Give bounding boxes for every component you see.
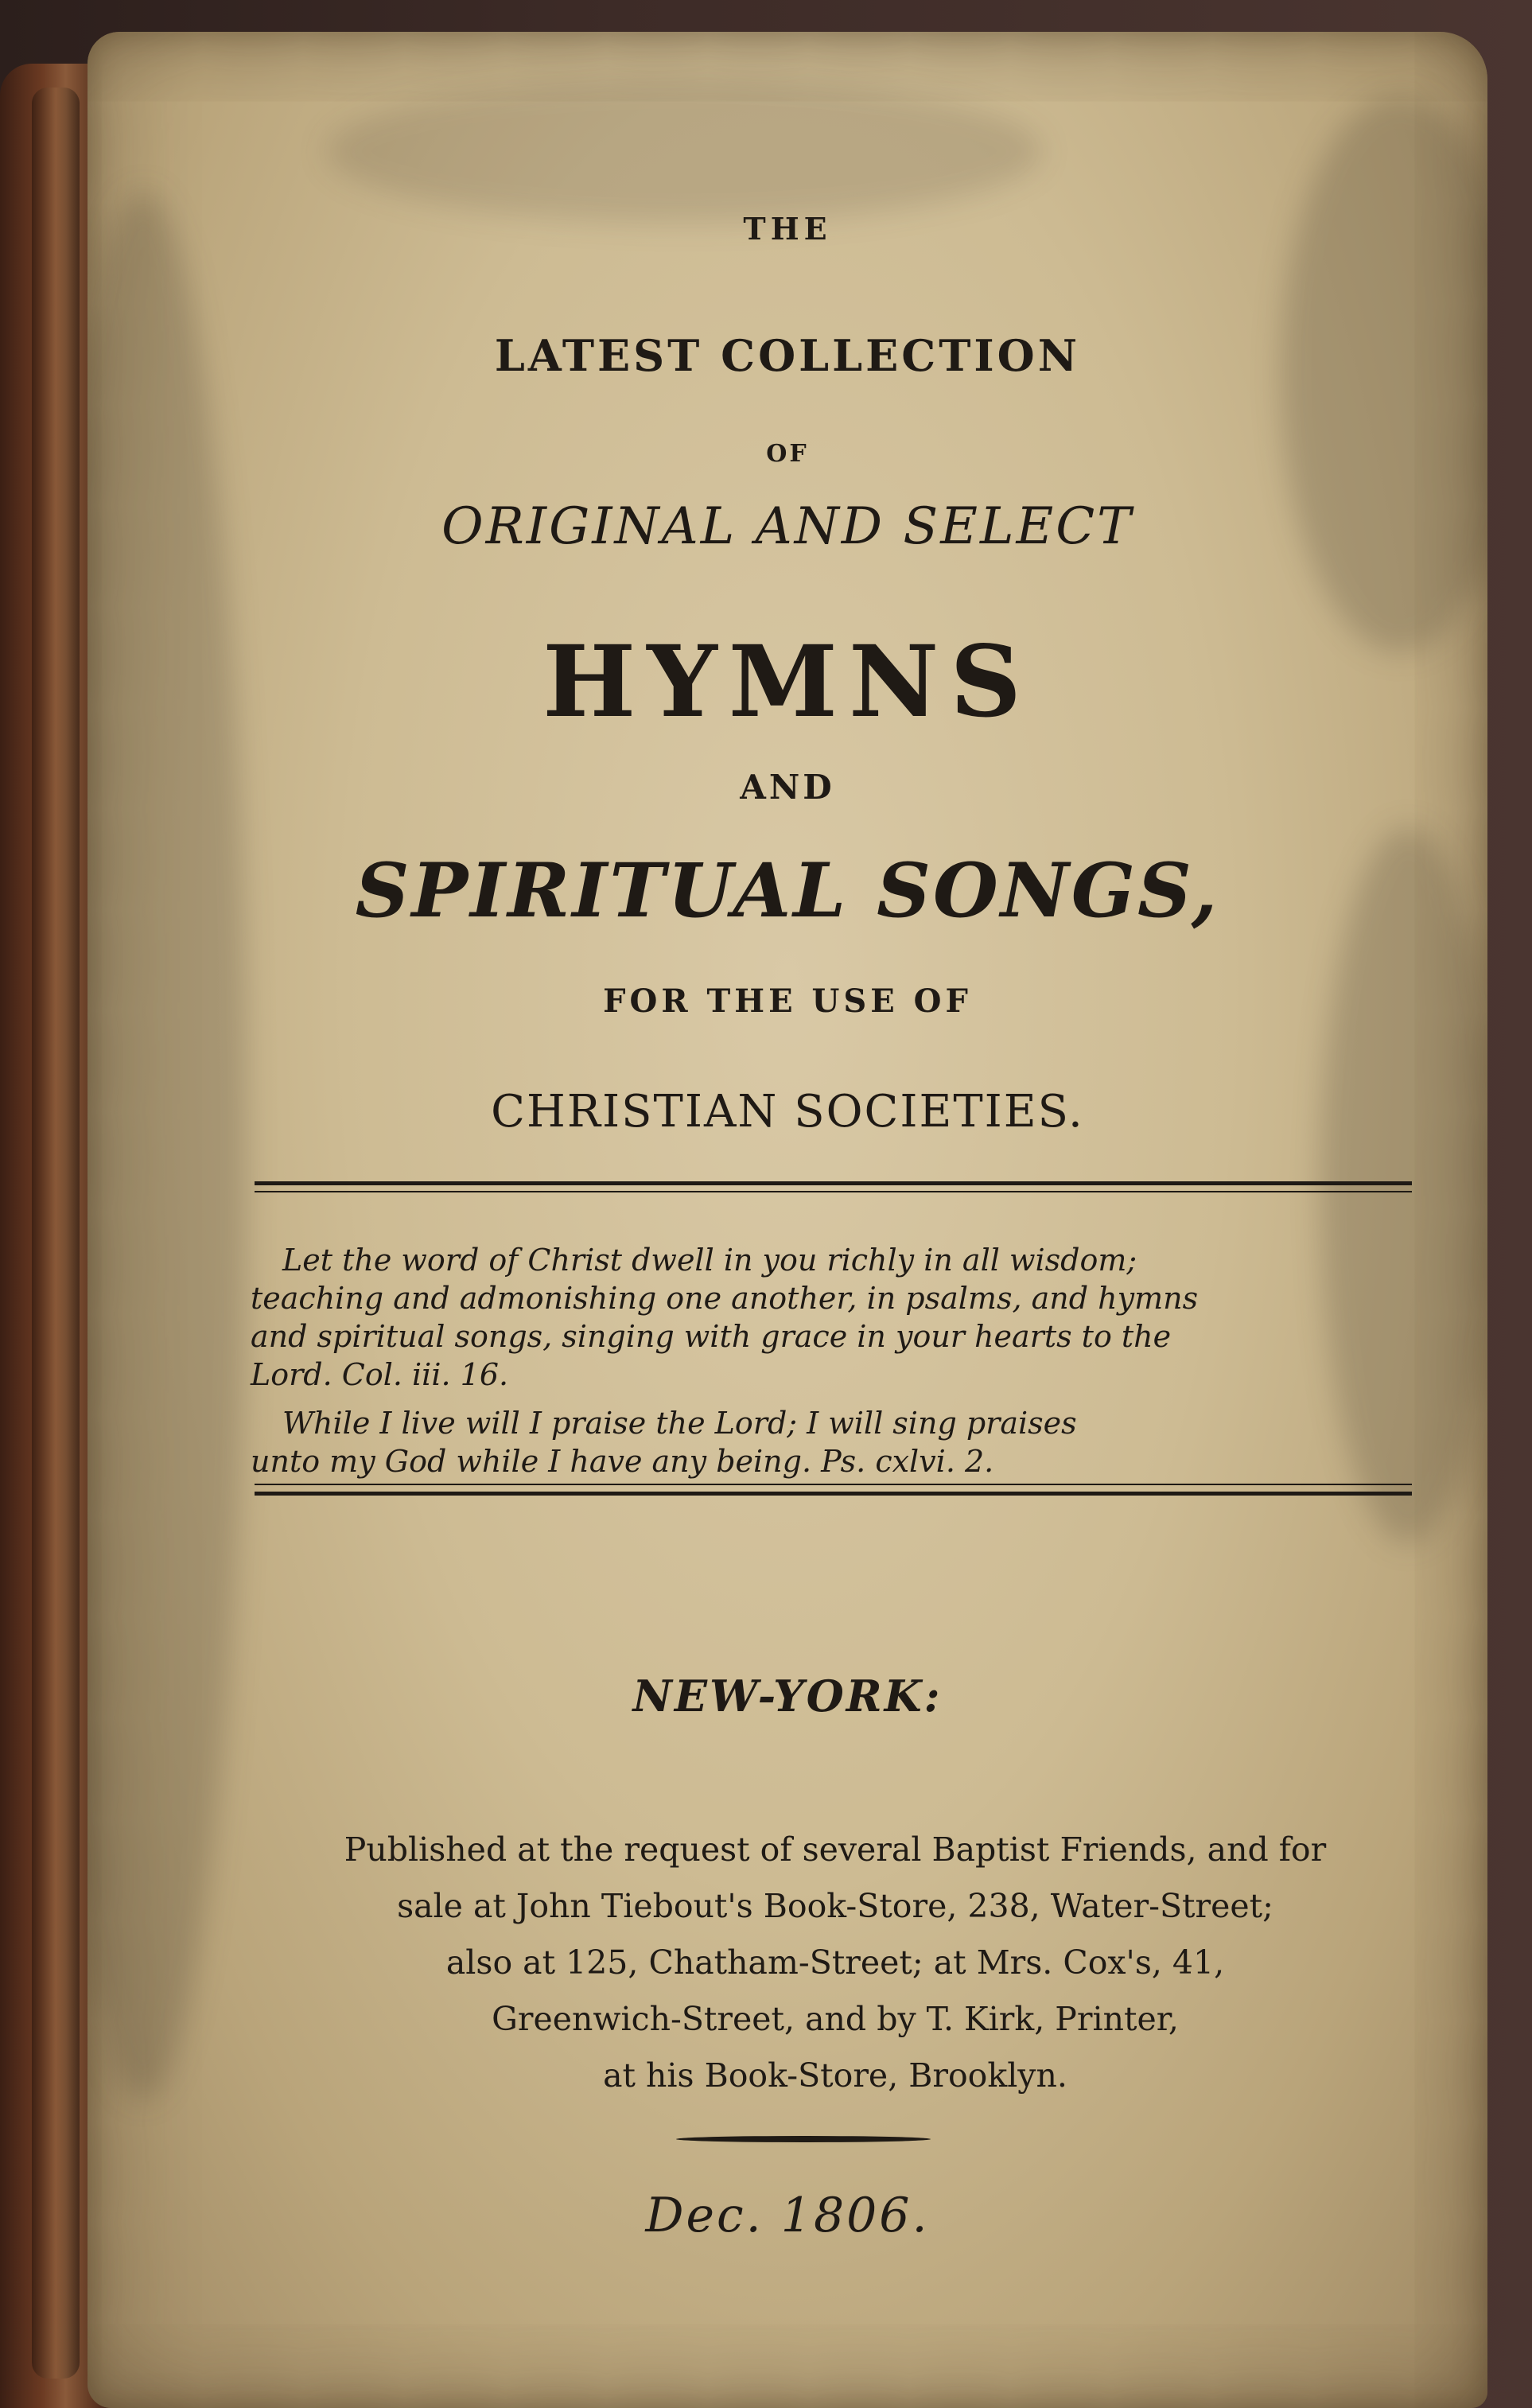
title-for-the-use-of: FOR THE USE OF: [603, 982, 972, 1020]
ornamental-dash: [676, 2136, 931, 2142]
title-original-and-select: ORIGINAL AND SELECT: [441, 497, 1133, 556]
rule-bottom-thick: [255, 1492, 1412, 1496]
imprint-line: also at 125, Chatham-Street; at Mrs. Cox's, 41,: [445, 1943, 1225, 1982]
edge-stain-left: [87, 191, 247, 2100]
rule-bottom-thin: [255, 1484, 1412, 1485]
epigraph-psalms: [251, 1404, 1428, 1480]
imprint-line: Published at the request of several Baptist Friends, and for: [344, 1830, 1327, 1869]
epigraph-line: and spiritual songs, singing with grace in your hearts to the: [251, 1319, 1172, 1354]
rule-top-thick: [255, 1181, 1412, 1185]
title-page: [87, 32, 1487, 2408]
title-christian-societies: CHRISTIAN SOCIETIES.: [491, 1086, 1084, 1138]
title-spiritual-songs: SPIRITUAL SONGS,: [355, 847, 1220, 935]
epigraph-line: teaching and admonishing one another, in psalms, and hymns: [251, 1281, 1199, 1316]
imprint-place: NEW-YORK:: [632, 1671, 943, 1721]
title-the: THE: [743, 211, 832, 247]
imprint-line: sale at John Tiebout's Book-Store, 238, Water-Street;: [397, 1887, 1273, 1925]
imprint-line: at his Book-Store, Brooklyn.: [603, 2056, 1067, 2095]
epigraph-colossians: [251, 1241, 1428, 1394]
imprint-text: [239, 1822, 1432, 2104]
epigraph-line: Let the word of Christ dwell in you richly in all wisdom;: [282, 1243, 1137, 1278]
title-and: AND: [740, 768, 835, 807]
title-of: OF: [766, 440, 809, 468]
stain-top: [326, 80, 1042, 223]
imprint-line: Greenwich-Street, and by T. Kirk, Printer,: [492, 2000, 1179, 2038]
imprint-date: Dec. 1806.: [645, 2188, 930, 2243]
epigraph-line: Lord. Col. iii. 16.: [251, 1357, 509, 1392]
title-latest-collection: LATEST COLLECTION: [494, 330, 1081, 381]
rule-top-thin: [255, 1191, 1412, 1192]
book-spine-edge: [32, 88, 80, 2379]
epigraph-line: unto my God while I have any being. Ps. cxlvi. 2.: [251, 1444, 994, 1479]
title-hymns: HYMNS: [542, 624, 1032, 740]
epigraph-line: While I live will I praise the Lord; I will sing praises: [282, 1406, 1077, 1441]
